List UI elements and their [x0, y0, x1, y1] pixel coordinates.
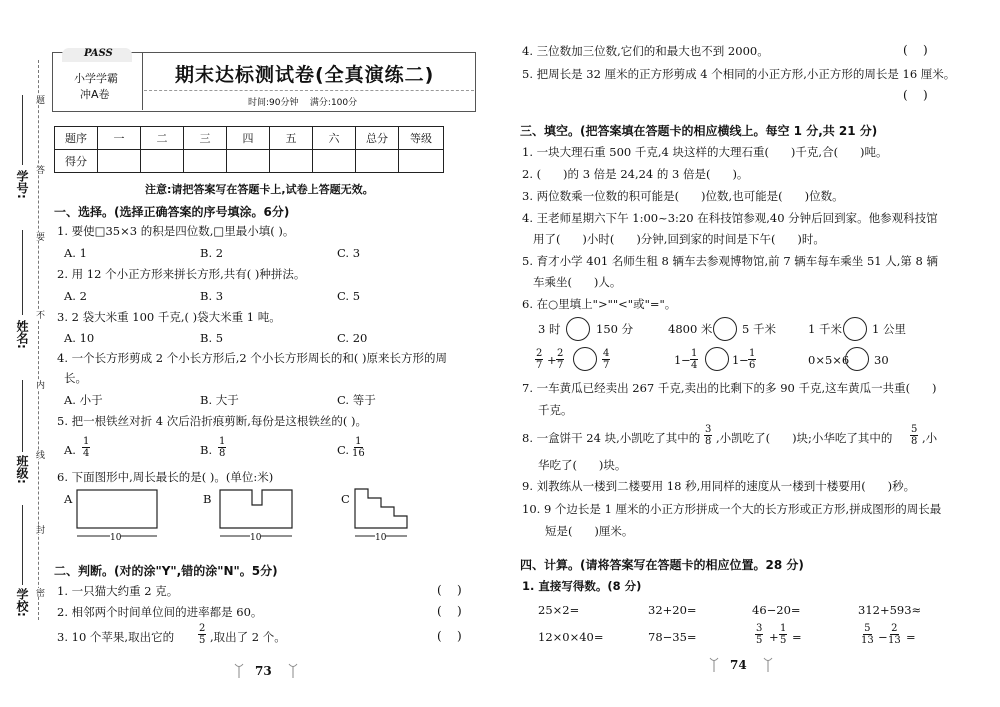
calc-op: = [792, 630, 802, 644]
s2-q3-answer[interactable]: ( ) [437, 629, 462, 643]
compare-circle[interactable] [573, 347, 597, 371]
calc-item: 312+593≈ [858, 603, 922, 617]
score-cell: 六 [313, 127, 356, 150]
calc-item: 46−20= [752, 603, 801, 617]
calc-op: = [906, 630, 916, 644]
s3-q8-cont: 华吃了( )块。 [538, 458, 627, 472]
cmp-int: 1 [732, 353, 740, 367]
s1-q4-opt-b[interactable]: B. 大于 [200, 393, 239, 407]
brand-logo [62, 48, 132, 62]
s1-q1: 1. 要使□35×3 的积是四位数,□里最小填( )。 [57, 224, 295, 238]
s1-q4-opt-a[interactable]: A. 小于 [64, 393, 103, 407]
score-cell: 得分 [55, 150, 98, 173]
seal-char: 不 [34, 310, 44, 319]
score-cell: 一 [98, 127, 141, 150]
s3-q8-a: 8. 一盒饼干 24 块,小凯吃了其中的 [522, 431, 701, 445]
s2-q1-answer[interactable]: ( ) [437, 583, 462, 597]
calc-item: 32+20= [648, 603, 697, 617]
calc-frac: $\frac{5}{13}$ [861, 623, 874, 646]
seal-char: 密 [34, 588, 44, 597]
plant-ornament-icon [233, 660, 299, 680]
cmp-right: 150 分 [596, 322, 634, 336]
s1-q1-opt-c[interactable]: C. 3 [337, 246, 361, 260]
s3-q7: 7. 一车黄瓜已经卖出 267 千克,卖出的比剩下的多 90 千克,这车黄瓜一共重( ) [522, 381, 937, 395]
s2-q2-answer[interactable]: ( ) [437, 604, 462, 618]
cmp-right: 30 [874, 353, 889, 367]
s2-q2: 2. 相邻两个时间单位间的进率都是 60。 [57, 605, 263, 619]
s1-q4-cont: 长。 [64, 371, 87, 385]
section-1-title: 一、选择。(选择正确答案的序号填涂。6分) [54, 205, 290, 219]
score-cell: 题序 [55, 127, 98, 150]
section-2-title: 二、判断。(对的涂"Y",错的涂"N"。5分) [54, 564, 278, 578]
r-q5: 5. 把周长是 32 厘米的正方形剪成 4 个相同的小正方形,小正方形的周长是 16 厘米。 [522, 67, 956, 81]
q6-dim-c: 10 [375, 533, 387, 543]
s1-q4: 4. 一个长方形剪成 2 个小长方形后,2 个小长方形周长的和( )原来长方形的周 [57, 351, 448, 365]
cmp-frac: $\frac{4}{7}$ [603, 348, 610, 371]
score-header-row [55, 127, 444, 150]
calc-item: 12×0×40= [538, 630, 604, 644]
figure-b-notched [220, 490, 292, 528]
s2-q3-a: 3. 10 个苹果,取出它的 [57, 630, 175, 644]
r-q4: 4. 三位数加三位数,它们的和最大也不到 2000。 [522, 44, 769, 58]
school-line [22, 505, 23, 585]
cmp-frac: $\frac{1}{6}$ [749, 348, 756, 371]
exam-meta: 时间:90分钟 满分:100分 [248, 98, 358, 108]
q6-label-c[interactable]: C [341, 492, 350, 506]
compare-circle[interactable] [845, 347, 869, 371]
s1-q5-opt-b[interactable]: B. [200, 443, 213, 457]
r-q5-answer[interactable]: ( ) [903, 88, 928, 102]
score-cell: 四 [227, 127, 270, 150]
score-input-row [55, 150, 444, 173]
score-cell: 三 [184, 127, 227, 150]
seal-char: 要 [34, 232, 44, 241]
s3-q10: 10. 9 个边长是 1 厘米的小正方形拼成一个大的长方形或正方形,拼成图形的周长最 [522, 502, 942, 516]
cmp-left: 4800 米 [668, 322, 713, 336]
s4-sub1: 1. 直接写得数。(8 分) [522, 579, 642, 593]
cmp-frac: $\frac{1}{4}$ [691, 348, 698, 371]
cmp-left: 1 千米 [808, 322, 842, 336]
score-cell: 总分 [356, 127, 399, 150]
title-rule [144, 90, 474, 91]
section-3-title: 三、填空。(把答案填在答题卡的相应横线上。每空 1 分,共 21 分) [520, 124, 878, 138]
s1-q5-frac-b: $\frac{1}{8}$ [219, 436, 226, 459]
score-input[interactable] [141, 150, 184, 173]
cmp-int: 1 [674, 353, 682, 367]
series-name: 小学学霸 [74, 72, 118, 85]
student-id-label: 学号: [15, 170, 29, 199]
score-input[interactable] [184, 150, 227, 173]
compare-circle[interactable] [713, 317, 737, 341]
calc-op: + [769, 630, 779, 644]
s1-q5-opt-c[interactable]: C. [337, 443, 350, 457]
calc-frac: $\frac{2}{13}$ [888, 623, 901, 646]
s3-q9: 9. 刘教练从一楼到二楼要用 18 秒,用同样的速度从一楼到十楼要用( )秒。 [522, 479, 916, 493]
cmp-op: − [681, 353, 691, 367]
score-input[interactable] [98, 150, 141, 173]
seal-char: 内 [34, 380, 44, 389]
s3-q6: 6. 在○里填上">""<"或"="。 [522, 297, 677, 311]
page-number-right: 74 [730, 658, 747, 672]
calc-frac: $\frac{3}{5}$ [756, 623, 763, 646]
score-cell: 等级 [399, 127, 444, 150]
compare-circle[interactable] [705, 347, 729, 371]
s3-q4: 4. 王老师星期六下午 1:00~3:20 在科技馆参观,40 分钟后回到家。他参观科技馆 [522, 211, 938, 225]
volume-name: 冲A卷 [80, 88, 110, 101]
s2-q1: 1. 一只猫大约重 2 克。 [57, 584, 179, 598]
figure-c-staircase [355, 489, 407, 528]
score-cell: 二 [141, 127, 184, 150]
s3-q8-c: ,小 [922, 431, 938, 445]
s2-q3-frac: $\frac{2}{5}$ [199, 623, 206, 646]
cmp-frac: $\frac{2}{7}$ [536, 348, 543, 371]
compare-circle[interactable] [843, 317, 867, 341]
class-line [22, 380, 23, 452]
cmp-left: 0×5×6 [808, 353, 850, 367]
q6-label-a[interactable]: A [64, 492, 73, 506]
cmp-left: 3 时 [538, 322, 561, 336]
score-cell: 五 [270, 127, 313, 150]
brand-text: PASS [84, 48, 113, 59]
section-4-title: 四、计算。(请将答案写在答题卡的相应位置。28 分) [520, 558, 804, 572]
name-line [22, 230, 23, 315]
q6-label-b[interactable]: B [203, 492, 212, 506]
s1-q1-opt-a[interactable]: A. 1 [64, 246, 87, 260]
s1-q3-opt-b[interactable]: B. 5 [200, 331, 224, 345]
cmp-op: + [547, 353, 557, 367]
s1-q6: 6. 下面图形中,周长最长的是( )。(单位:米) [57, 470, 274, 484]
s1-q5-opt-a[interactable]: A. [64, 443, 76, 457]
s1-q2-opt-a[interactable]: A. 2 [64, 289, 87, 303]
s3-q5: 5. 育才小学 401 名师生租 8 辆车去参观博物馆,前 7 辆车每车乘坐 51 人,第 8 辆 [522, 254, 939, 268]
class-label: 班级: [15, 455, 29, 484]
s2-q3-b: ,取出了 2 个。 [210, 630, 286, 644]
compare-circle[interactable] [566, 317, 590, 341]
cmp-frac: $\frac{2}{7}$ [557, 348, 564, 371]
s3-q1: 1. 一块大理石重 500 千克,4 块这样的大理石重( )千克,合( )吨。 [522, 145, 888, 159]
seal-char: 答 [34, 165, 44, 174]
notice: 注意:请把答案写在答题卡上,试卷上答题无效。 [145, 183, 374, 196]
s1-q3-opt-c[interactable]: C. 20 [337, 331, 368, 345]
binding-line [38, 60, 39, 620]
calc-op: − [878, 630, 888, 644]
s3-q5-cont: 车乘坐( )人。 [533, 275, 622, 289]
name-label: 姓名: [15, 320, 29, 349]
s1-q5-frac-a: $\frac{1}{4}$ [83, 436, 90, 459]
q6-dim-b: 10 [250, 533, 262, 543]
cmp-right: 5 千米 [742, 322, 776, 336]
s1-q3-opt-a[interactable]: A. 10 [64, 331, 95, 345]
seal-char: 封 [34, 525, 44, 534]
calc-frac: $\frac{1}{5}$ [780, 623, 787, 646]
calc-item: 78−35= [648, 630, 697, 644]
q6-dim-a: 10 [110, 533, 122, 543]
score-table [54, 126, 444, 173]
score-input[interactable] [313, 150, 356, 173]
s1-q1-opt-b[interactable]: B. 2 [200, 246, 224, 260]
s3-q4-cont: 用了( )小时( )分钟,回到家的时间是下午( )时。 [533, 232, 825, 246]
s1-q2-opt-c[interactable]: C. 5 [337, 289, 361, 303]
school-label: 学校: [15, 588, 29, 617]
r-q4-answer[interactable]: ( ) [903, 43, 928, 57]
s1-q5: 5. 把一根铁丝对折 4 次后沿折痕剪断,每份是这根铁丝的( )。 [57, 414, 368, 428]
s1-q3: 3. 2 袋大米重 100 千克,( )袋大米重 1 吨。 [57, 310, 281, 324]
score-input[interactable] [227, 150, 270, 173]
cmp-right: 1 公里 [872, 322, 906, 336]
s1-q2-opt-b[interactable]: B. 3 [200, 289, 224, 303]
cmp-op: − [739, 353, 749, 367]
seal-char: 题 [34, 95, 44, 104]
s3-q8-frac1: $\frac{3}{8}$ [705, 424, 712, 447]
student-id-line [22, 95, 23, 165]
s3-q3: 3. 两位数乘一位数的积可能是( )位数,也可能是( )位数。 [522, 189, 844, 203]
s1-q4-opt-c[interactable]: C. 等于 [337, 393, 376, 407]
s1-q5-frac-c: $\frac{1}{16}$ [352, 436, 365, 459]
header-divider [142, 52, 143, 110]
s3-q2: 2. ( )的 3 倍是 24,24 的 3 倍是( )。 [522, 167, 749, 181]
calc-item: 25×2= [538, 603, 580, 617]
page-number-left: 73 [255, 664, 272, 678]
figure-a-rect [77, 490, 157, 528]
score-input[interactable] [270, 150, 313, 173]
s3-q10-cont: 短是( )厘米。 [545, 524, 634, 538]
s3-q8-frac2: $\frac{5}{8}$ [911, 424, 918, 447]
s3-q8-b: ,小凯吃了( )块;小华吃了其中的 [716, 431, 893, 445]
plant-ornament-icon [708, 654, 774, 674]
page-title: 期末达标测试卷(全真演练二) [175, 64, 435, 86]
score-input[interactable] [356, 150, 399, 173]
seal-char: 线 [34, 450, 44, 459]
s1-q2: 2. 用 12 个小正方形来拼长方形,共有( )种拼法。 [57, 267, 306, 281]
score-input[interactable] [399, 150, 444, 173]
s3-q7-cont: 千克。 [538, 403, 573, 417]
